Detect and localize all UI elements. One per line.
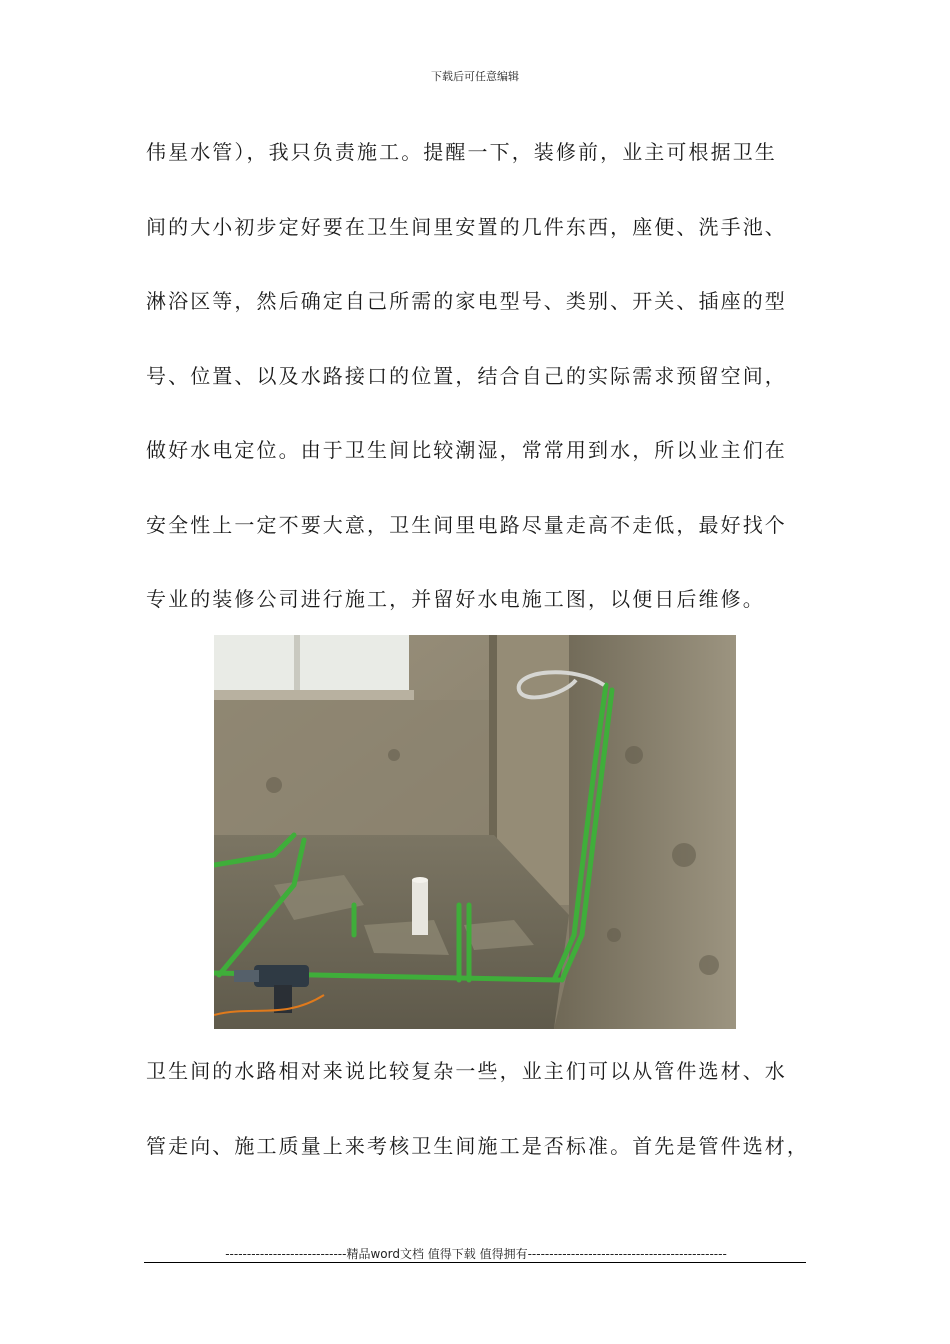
- bathroom-plumbing-photo: [214, 635, 736, 1029]
- page-footer: ----------------------------精品word文档 值得下载 值得拥有----------------------------------------------: [225, 1247, 727, 1261]
- photo-illustration: [214, 635, 736, 1029]
- text-line: 做好水电定位。由于卫生间比较潮湿，常常用到水，所以业主们在: [146, 438, 787, 462]
- text-line: 伟星水管），我只负责施工。提醒一下，装修前，业主可根据卫生: [146, 140, 777, 164]
- text-line: 管走向、施工质量上来考核卫生间施工是否标准。首先是管件选材，: [146, 1133, 809, 1158]
- text-line: 卫生间的水路相对来说比较复杂一些，业主们可以从管件选材、水: [146, 1059, 787, 1083]
- text-line: 间的大小初步定好要在卫生间里安置的几件东西，座便、洗手池、: [146, 214, 787, 239]
- text-line: 淋浴区等，然后确定自己所需的家电型号、类别、开关、插座的型: [146, 289, 787, 313]
- text-line: 专业的装修公司进行施工，并留好水电施工图，以便日后维修。: [146, 587, 765, 611]
- text-line: 号、位置、以及水路接口的位置，结合自己的实际需求预留空间，: [146, 363, 787, 388]
- text-line: 安全性上一定不要大意，卫生间里电路尽量走高不走低，最好找个: [146, 512, 787, 537]
- paragraph-1: [146, 136, 806, 658]
- paragraph-2: [146, 1055, 809, 1204]
- footer-rule: [144, 1262, 806, 1263]
- page-header: 下载后可任意编辑: [431, 70, 519, 83]
